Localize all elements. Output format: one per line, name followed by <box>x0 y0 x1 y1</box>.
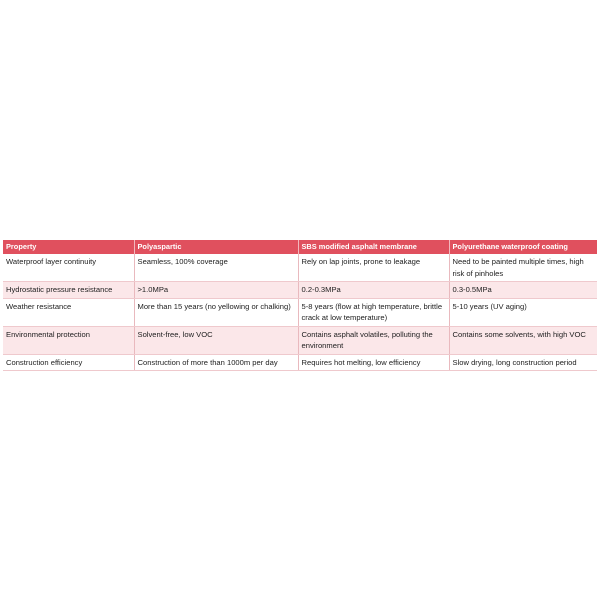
table-body <box>3 254 597 371</box>
cell-property: Waterproof layer continuity <box>3 254 134 282</box>
cell-polyaspartic: Construction of more than 1000m per day <box>134 354 298 371</box>
cell-polyurethane-coating: Need to be painted multiple times, high risk of pinholes <box>449 254 597 282</box>
header-row <box>3 240 597 254</box>
cell-polyurethane-coating: 0.3-0.5MPa <box>449 282 597 299</box>
table-row <box>3 282 597 299</box>
cell-sbs-membrane: Requires hot melting, low efficiency <box>298 354 449 371</box>
comparison-table-container <box>3 240 597 371</box>
table-row <box>3 354 597 371</box>
cell-polyurethane-coating: Slow drying, long construction period <box>449 354 597 371</box>
cell-property: Environmental protection <box>3 326 134 354</box>
table-row <box>3 254 597 282</box>
header-polyurethane-coating: Polyurethane waterproof coating <box>449 240 597 254</box>
cell-sbs-membrane: Contains asphalt volatiles, polluting the environment <box>298 326 449 354</box>
table-row <box>3 298 597 326</box>
comparison-table <box>3 240 597 371</box>
cell-property: Hydrostatic pressure resistance <box>3 282 134 299</box>
cell-polyaspartic: More than 15 years (no yellowing or chalking) <box>134 298 298 326</box>
cell-sbs-membrane: 5-8 years (flow at high temperature, brittle crack at low temperature) <box>298 298 449 326</box>
cell-property: Weather resistance <box>3 298 134 326</box>
cell-sbs-membrane: 0.2-0.3MPa <box>298 282 449 299</box>
cell-polyaspartic: Solvent-free, low VOC <box>134 326 298 354</box>
cell-polyurethane-coating: 5-10 years (UV aging) <box>449 298 597 326</box>
table-header <box>3 240 597 254</box>
table-row <box>3 326 597 354</box>
header-polyaspartic: Polyaspartic <box>134 240 298 254</box>
header-property: Property <box>3 240 134 254</box>
cell-polyaspartic: >1.0MPa <box>134 282 298 299</box>
header-sbs-membrane: SBS modified asphalt membrane <box>298 240 449 254</box>
cell-polyurethane-coating: Contains some solvents, with high VOC <box>449 326 597 354</box>
cell-property: Construction efficiency <box>3 354 134 371</box>
cell-sbs-membrane: Rely on lap joints, prone to leakage <box>298 254 449 282</box>
cell-polyaspartic: Seamless, 100% coverage <box>134 254 298 282</box>
